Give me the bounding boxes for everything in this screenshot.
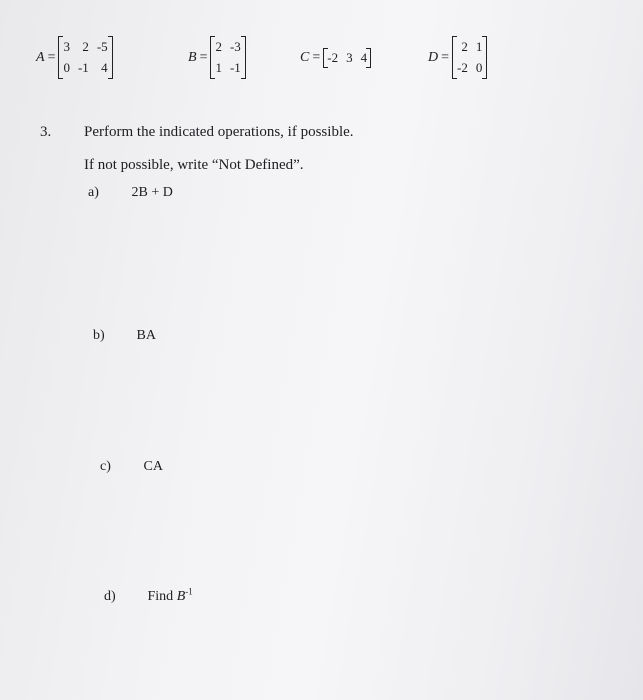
part-d-matrix-name: B <box>176 588 186 604</box>
matrix-d-equals: = <box>441 49 450 65</box>
matrix-b-cell: 2 <box>215 39 222 54</box>
matrix-b-bracket <box>210 36 245 79</box>
matrix-a-equals: = <box>47 49 56 65</box>
matrix-b-cell: 1 <box>215 60 222 75</box>
part-d-find-text: Find <box>147 588 174 604</box>
matrix-c-cell: -2 <box>327 50 339 65</box>
matrix-a-grid <box>63 37 107 78</box>
matrix-a <box>36 36 113 79</box>
matrix-d <box>428 36 487 79</box>
part-c-label: c) <box>100 459 111 474</box>
matrix-d-name: D <box>428 49 439 65</box>
matrix-b-name: B <box>188 49 197 65</box>
part-b-expression: BA <box>136 328 156 343</box>
matrix-a-cell: -5 <box>96 39 108 54</box>
matrix-b <box>188 36 246 79</box>
matrix-a-cell: 0 <box>63 60 70 75</box>
matrix-b-cell: -1 <box>229 60 241 75</box>
matrix-d-cell: -2 <box>457 60 468 75</box>
part-b <box>93 328 156 344</box>
matrix-a-cell: 4 <box>101 60 108 75</box>
question-note: If not possible, write “Not Defined”. <box>84 157 304 173</box>
part-d <box>104 586 193 605</box>
matrix-a-cell: -1 <box>77 60 89 75</box>
matrix-c-name: C <box>300 50 310 65</box>
matrix-b-equals: = <box>199 49 208 65</box>
part-a <box>88 185 173 201</box>
part-d-expression <box>147 586 193 604</box>
part-a-label: a) <box>88 185 99 200</box>
matrix-b-cell: -3 <box>229 39 241 54</box>
question-number: 3. <box>40 124 52 140</box>
matrix-a-name: A <box>36 49 45 65</box>
part-d-label: d) <box>104 588 116 604</box>
part-a-expression: 2B + D <box>131 185 173 200</box>
matrix-c <box>300 48 371 68</box>
matrix-c-grid <box>327 48 367 68</box>
matrix-d-bracket <box>452 36 487 79</box>
matrix-c-cell: 4 <box>360 50 368 65</box>
part-c-expression: CA <box>143 459 163 474</box>
question-instruction: Perform the indicated operations, if possible. <box>84 124 354 140</box>
part-b-label: b) <box>93 328 105 343</box>
matrix-d-grid <box>457 37 482 78</box>
matrix-b-grid <box>215 37 240 78</box>
part-c <box>100 459 163 475</box>
matrix-a-cell: 3 <box>63 39 70 54</box>
matrix-d-cell: 1 <box>475 39 483 54</box>
part-d-inverse-exponent: -1 <box>185 586 193 596</box>
matrix-a-bracket <box>58 36 112 79</box>
matrix-c-equals: = <box>312 50 321 65</box>
matrix-c-cell: 3 <box>346 50 353 65</box>
matrix-d-cell: 0 <box>475 60 483 75</box>
matrix-d-cell: 2 <box>461 39 468 54</box>
matrix-a-cell: 2 <box>82 39 89 54</box>
matrix-c-bracket <box>323 48 371 68</box>
